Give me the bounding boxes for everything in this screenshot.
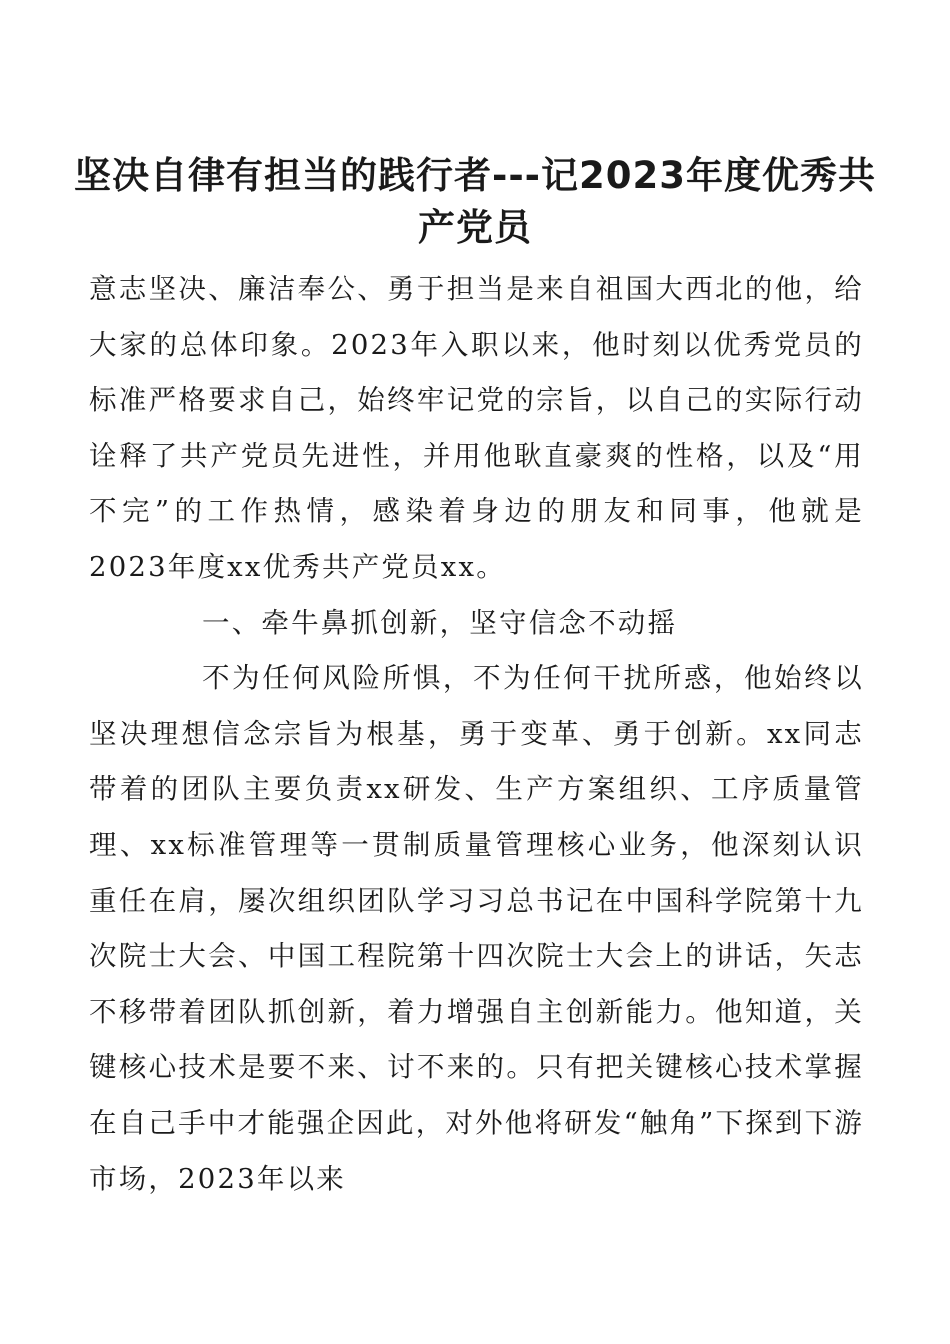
document-title: 坚决自律有担当的践行者---记2023年度优秀共产党员 [73, 154, 877, 249]
section-heading: 一、牵牛鼻抓创新，坚守信念不动摇 [202, 606, 678, 639]
document-body [89, 262, 864, 1207]
paragraph-section-1: 不为任何风险所惧，不为任何干扰所惑，他始终以坚决理想信念宗旨为根基，勇于变革、勇于创新。xx同志带着的团队主要负责xx研发、生产方案组织、工序质量管理、xx标准管理等一贯制质量管理核心业务，他深刻认识重任在肩，屡次组织团队学习习总书记在中国科学院第十九次院士大会、中国工程院第十四次院士大会上的讲话，矢志不移带着团队抓创新，着力增强自主创新能力。他知道，关键核心技术是要不来、讨不来的。只有把关键核心技术掌握在自己手中才能强企因此，对外他将研发“触角”下探到下游市场，2023年以来 [89, 662, 865, 1195]
paragraph-intro: 意志坚决、廉洁奉公、勇于担当是来自祖国大西北的他，给大家的总体印象。2023年入职以来，他时刻以优秀党员的标准严格要求自己，始终牢记党的宗旨，以自己的实际行动诠释了共产党员先进性，并用他耿直豪爽的性格，以及“用不完”的工作热情，感染着身边的朋友和同事，他就是2023年度xx优秀共产党员xx。 [89, 273, 864, 583]
